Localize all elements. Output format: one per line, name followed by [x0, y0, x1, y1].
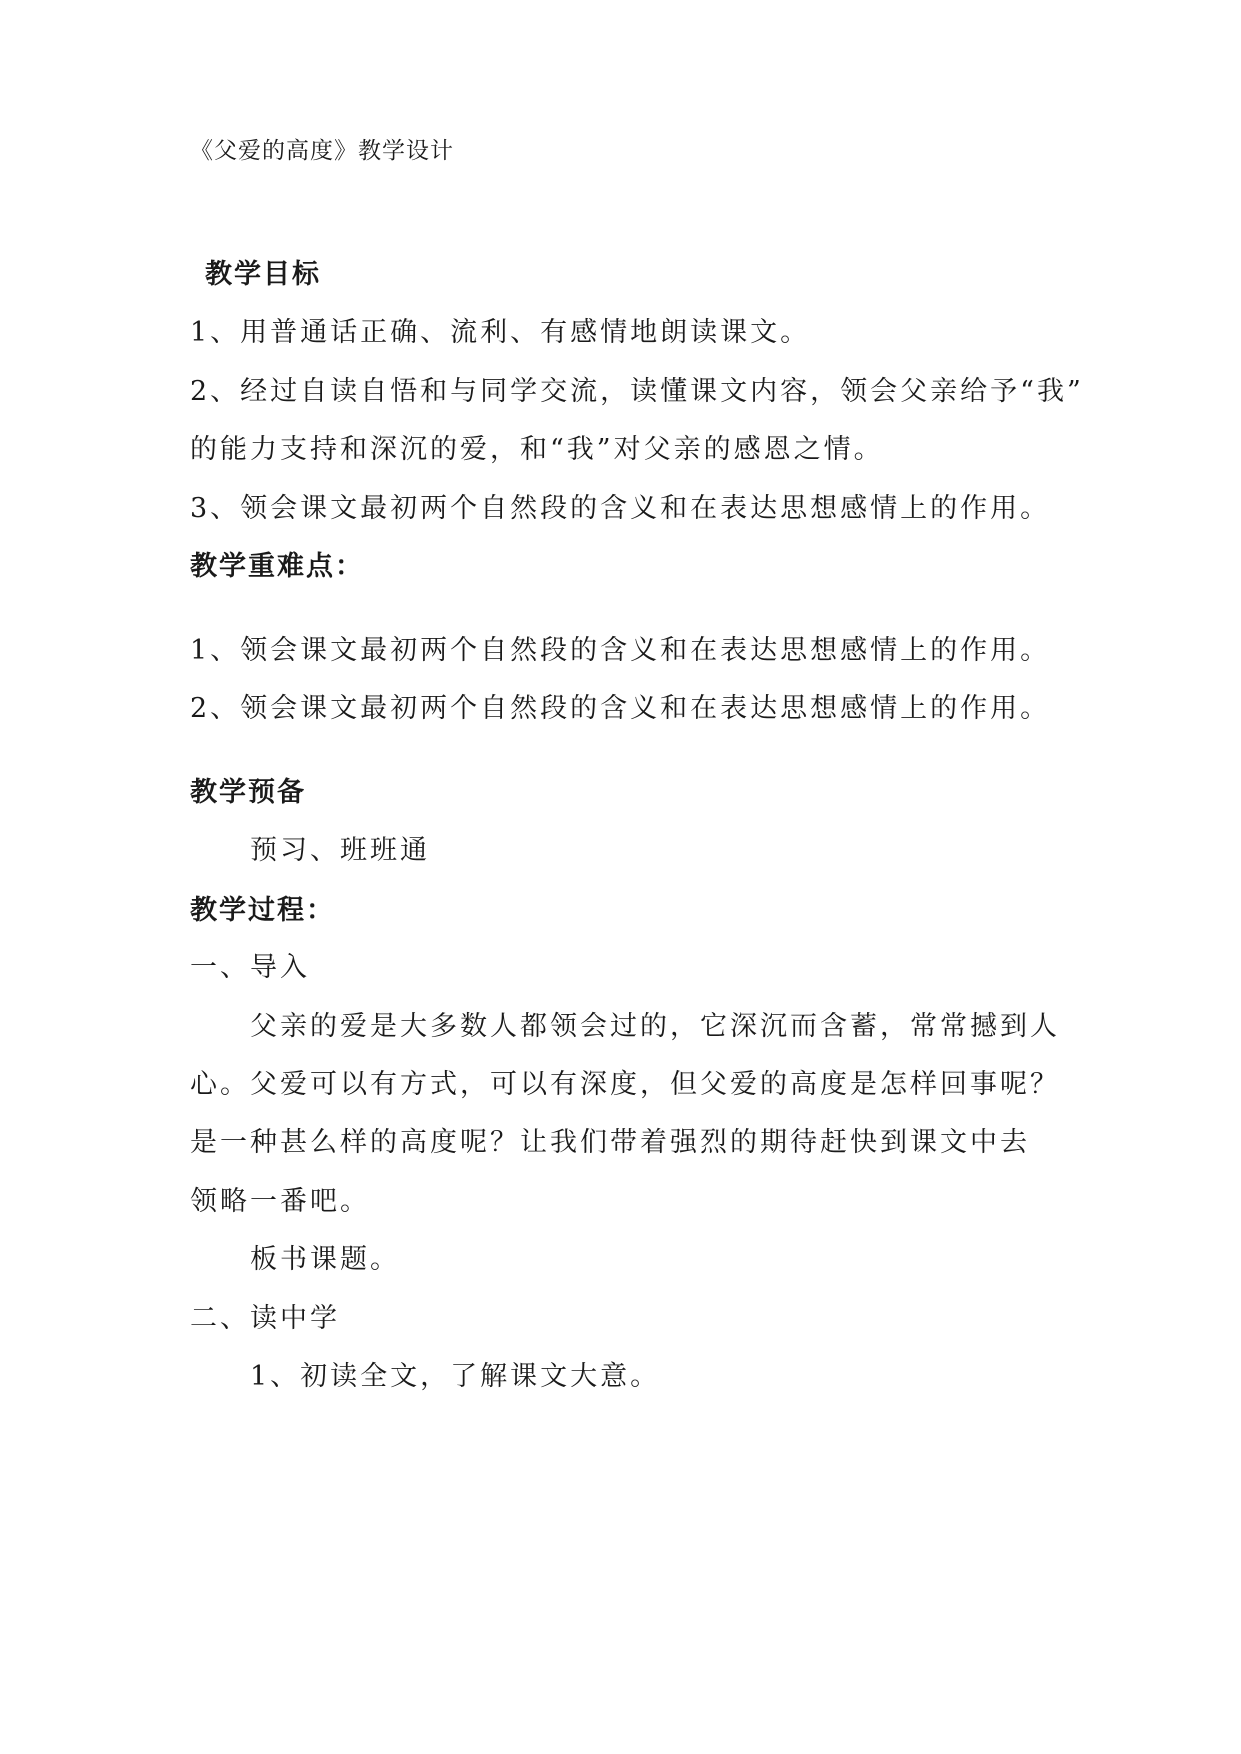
objective-item-2-continued: 的能力支持和深沉的爱，和“我”对父亲的感恩之情。	[190, 434, 884, 465]
key-point-item-2: 2、领会课文最初两个自然段的含义和在表达思想感情上的作用。	[190, 693, 1051, 724]
preparation-heading: 教学预备	[190, 777, 306, 808]
key-points-heading: 教学重难点：	[190, 551, 364, 582]
objectives-heading: 教学目标	[205, 259, 321, 290]
objective-item-1: 1、用普通话正确、流利、有感情地朗读课文。	[190, 317, 811, 348]
process-part1-paragraph-line-1: 父亲的爱是大多数人都领会过的，它深沉而含蓄，常常撼到人	[250, 1011, 1060, 1042]
process-part1-paragraph-line-3: 是一种甚么样的高度呢？让我们带着强烈的期待赶快到课文中去	[190, 1127, 1030, 1158]
process-part2-title: 二、读中学	[190, 1303, 340, 1334]
process-part2-item-1: 1、初读全文，了解课文大意。	[250, 1361, 661, 1392]
document-title: 《父爱的高度》教学设计	[190, 138, 454, 164]
process-part1-paragraph-line-4: 领略一番吧。	[190, 1186, 370, 1217]
process-part1-note: 板书课题。	[250, 1244, 400, 1275]
objective-item-2: 2、经过自读自悟和与同学交流，读懂课文内容，领会父亲给予“我”	[190, 376, 1084, 407]
preparation-text: 预习、班班通	[250, 835, 430, 866]
process-part1-paragraph-line-2: 心。父爱可以有方式，可以有深度，但父爱的高度是怎样回事呢？	[190, 1069, 1060, 1100]
process-heading: 教学过程：	[190, 895, 335, 926]
process-part1-title: 一、导入	[190, 952, 310, 983]
key-point-item-1: 1、领会课文最初两个自然段的含义和在表达思想感情上的作用。	[190, 635, 1051, 666]
objective-item-3: 3、领会课文最初两个自然段的含义和在表达思想感情上的作用。	[190, 493, 1051, 524]
